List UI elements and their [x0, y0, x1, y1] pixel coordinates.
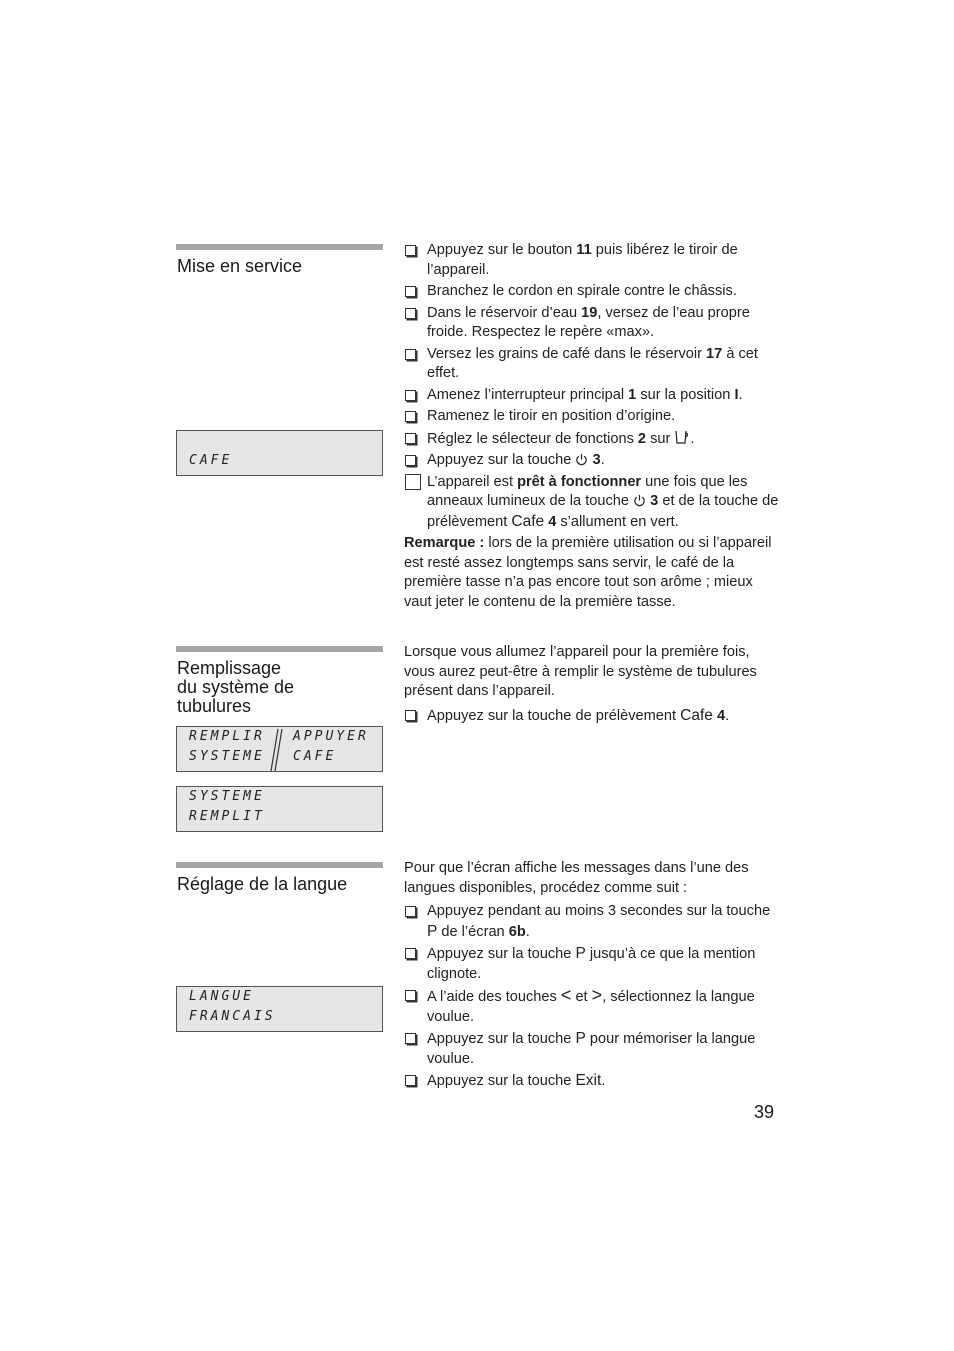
- note-paragraph: Remarque : lors de la première utilisation ou si l’appareil est resté assez longtemps sans servir, le café de la première tasse n’a pas encore tout son arôme ; mieux vaut jeter le contenu de la première tasse.: [404, 535, 772, 610]
- list-item: Appuyez sur le bouton 11 puis libérez le tiroir de l’appareil.: [404, 241, 779, 280]
- checkbox-icon: [405, 906, 416, 917]
- lcd-display-systeme: [176, 786, 383, 832]
- lcd-separator-icon: [265, 727, 285, 773]
- mise-instructions: [404, 241, 779, 612]
- page-number: 39: [754, 1102, 775, 1122]
- remplissage-instructions: [404, 643, 779, 728]
- list-item: A l’aide des touches < et >, sélectionnez la langue voulue.: [404, 986, 779, 1027]
- checkbox-icon: [405, 1033, 416, 1044]
- list-item: Réglez le sélecteur de fonctions 2 sur .: [404, 429, 779, 450]
- checkbox-icon: [405, 948, 416, 959]
- checkbox-icon: [405, 411, 416, 422]
- list-item: Ramenez le tiroir en position d’origine.: [404, 407, 779, 427]
- lcd-display-cafe: [176, 430, 383, 476]
- list-item: Appuyez sur la touche Exit.: [404, 1071, 779, 1092]
- section-title-remplissage: Remplissage du système de tubulures: [177, 658, 295, 716]
- list-item: Appuyez sur la touche 3.: [404, 451, 779, 471]
- lcd-line-right-2: CAFE: [293, 749, 337, 764]
- lcd-line-right-1: APPUYER: [293, 729, 369, 744]
- checkbox-icon: [405, 455, 416, 466]
- checkbox-icon: [405, 245, 416, 256]
- lcd-line-1: SYSTEME: [189, 789, 265, 804]
- power-icon: [633, 494, 646, 507]
- checkbox-icon: [405, 308, 416, 319]
- checkbox-icon: [405, 1075, 416, 1086]
- list-item: Dans le réservoir d’eau 19, versez de l’eau propre froide. Respectez le repère «max».: [404, 304, 779, 343]
- intro-paragraph: Lorsque vous allumez l’appareil pour la première fois, vous aurez peut-être à remplir le système de tubulures présent dans l’appareil.: [404, 644, 757, 699]
- section-title-mise: Mise en service: [177, 256, 303, 276]
- lcd-line-left-2: SYSTEME: [189, 749, 265, 764]
- lcd-line-1: CAFE: [189, 453, 233, 468]
- list-item: Appuyez sur la touche P pour mémoriser la langue voulue.: [404, 1029, 779, 1069]
- lcd-display-langue: [176, 986, 383, 1032]
- list-item: Branchez le cordon en spirale contre le châssis.: [404, 282, 779, 302]
- checkbox-icon: [405, 286, 416, 297]
- list-item: Amenez l’interrupteur principal 1 sur la position I.: [404, 386, 779, 406]
- list-item: Versez les grains de café dans le réservoir 17 à cet effet.: [404, 345, 779, 384]
- checkbox-icon: [405, 990, 416, 1001]
- checkbox-icon: [405, 349, 416, 360]
- section-divider-langue: [176, 862, 383, 868]
- lcd-display-remplir: [176, 726, 383, 772]
- checkbox-icon: [405, 433, 416, 444]
- section-title-langue: Réglage de la langue: [177, 874, 348, 894]
- result-box-icon: [405, 474, 421, 490]
- cup-icon: [674, 429, 690, 445]
- section-divider-remplissage: [176, 646, 383, 652]
- langue-instructions: [404, 859, 779, 1094]
- list-item: Appuyez pendant au moins 3 secondes sur la touche P de l’écran 6b.: [404, 902, 779, 942]
- list-item: Appuyez sur la touche P jusqu’à ce que la mention clignote.: [404, 944, 779, 984]
- lcd-line-left-1: REMPLIR: [189, 729, 265, 744]
- lcd-line-2: FRANCAIS: [189, 1009, 276, 1024]
- checkbox-icon: [405, 710, 416, 721]
- checkbox-icon: [405, 390, 416, 401]
- result-item: L’appareil est prêt à fonctionner une fois que les anneaux lumineux de la touche 3 et de la touche de prélèvement Cafe 4 s’allument en vert.: [404, 473, 779, 533]
- section-divider-mise: [176, 244, 383, 250]
- intro-paragraph: Pour que l’écran affiche les messages dans l’une des langues disponibles, procédez comme suit :: [404, 860, 749, 896]
- power-icon: [575, 453, 588, 466]
- lcd-line-1: LANGUE: [189, 989, 254, 1004]
- list-item: Appuyez sur la touche de prélèvement Cafe 4.: [404, 706, 779, 727]
- lcd-line-2: REMPLIT: [189, 809, 265, 824]
